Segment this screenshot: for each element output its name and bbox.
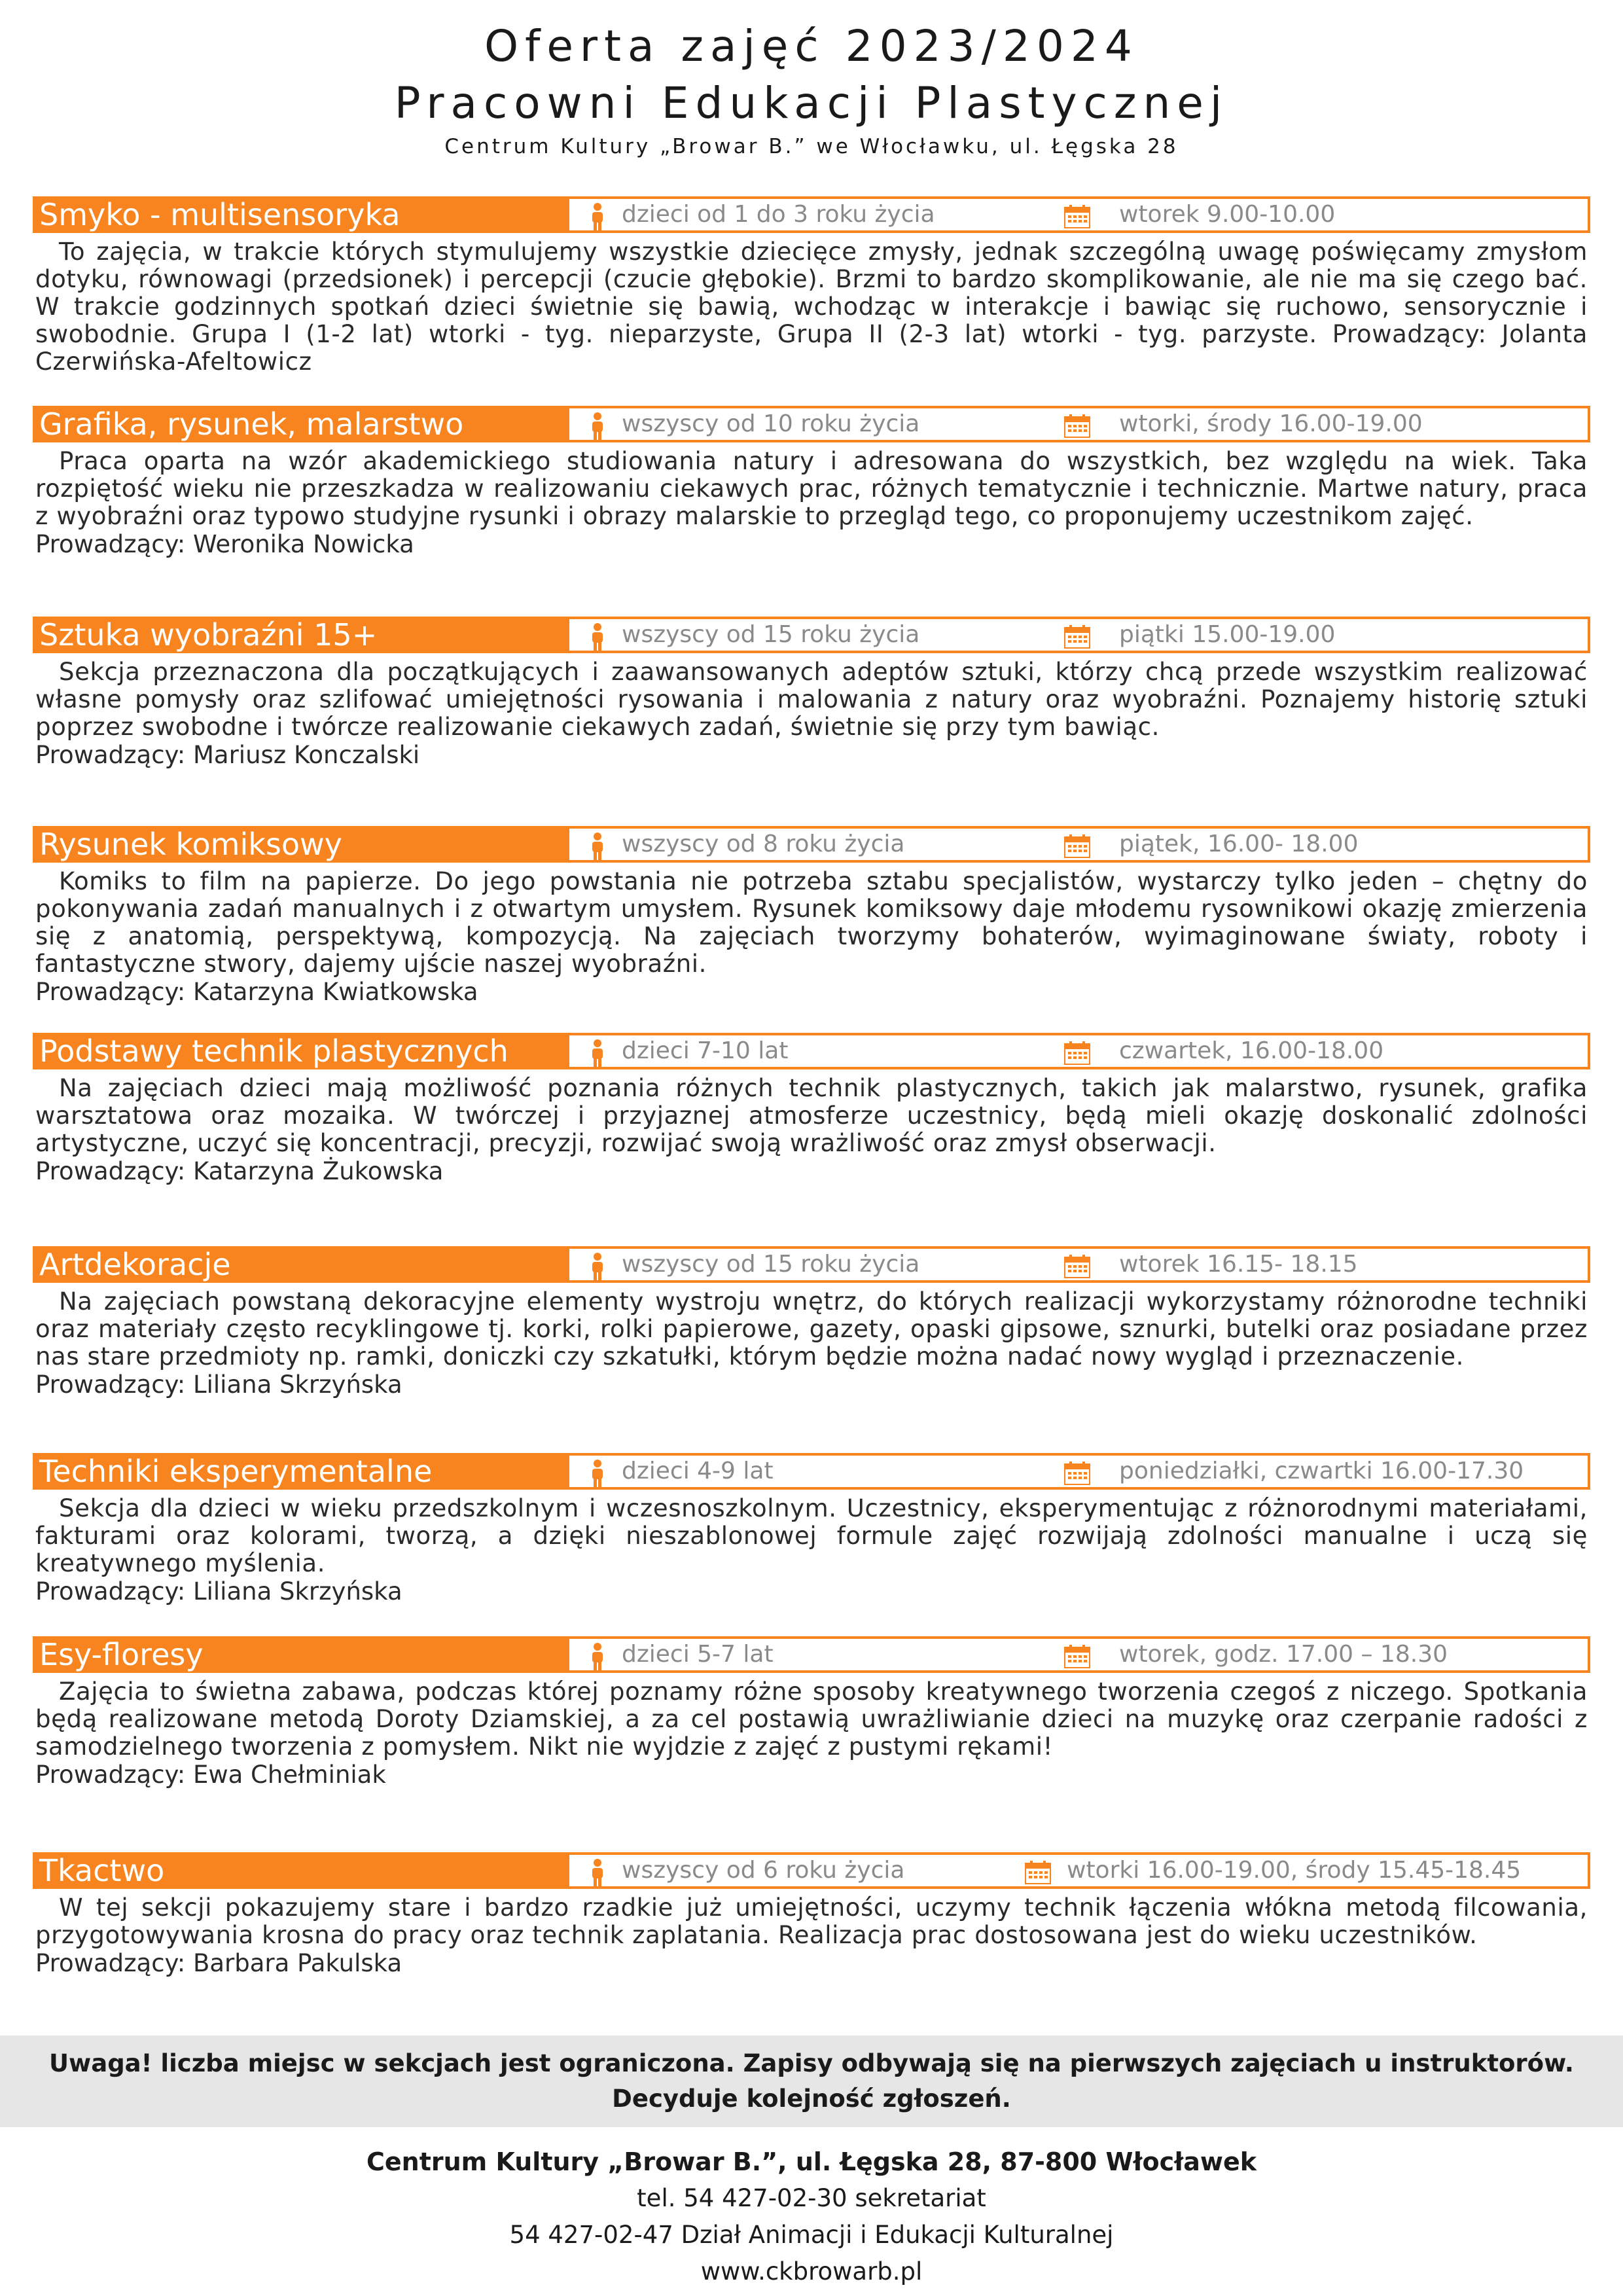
section-lead: Prowadzący: Liliana Skrzyńska xyxy=(35,1371,402,1399)
section-description xyxy=(35,448,1588,530)
section-info-box xyxy=(567,1636,1590,1673)
section-description-text: Sekcja przeznaczona dla początkujących i zaawansowanych adeptów sztuki, którzy chcą przede wszystkim realizować własne pomysły oraz szlifować umiejętności rysowania i malowania z natury oraz wyobraźni. Poznajemy historię sztuki poprzez swobodne i twórcze realizowanie ciekawych zadań, świetnie się przy tym bawiąc. xyxy=(35,658,1588,741)
calendar-icon xyxy=(1064,1041,1090,1065)
section-description xyxy=(35,1894,1588,1949)
calendar-icon xyxy=(1025,1861,1051,1884)
section-description xyxy=(35,1288,1588,1371)
section-age: wszyscy od 15 roku życia xyxy=(622,621,920,648)
section-schedule: wtorek 9.00-10.00 xyxy=(1119,201,1336,228)
section-title: Grafika, rysunek, malarstwo xyxy=(33,406,569,442)
footer-website-link[interactable]: www.ckbrowarb.pl xyxy=(700,2257,923,2286)
footer-phone-department: 54 427-02-47 Dział Animacji i Edukacji Kulturalnej xyxy=(509,2221,1114,2249)
section-rysunek-komiksowy xyxy=(33,826,1590,1007)
section-info-box xyxy=(567,1453,1590,1490)
section-schedule: czwartek, 16.00-18.00 xyxy=(1119,1037,1384,1064)
section-description xyxy=(35,658,1588,741)
section-header-bar xyxy=(33,1852,1590,1889)
section-schedule: poniedziałki, czwartki 16.00-17.30 xyxy=(1119,1458,1524,1484)
section-lead: Prowadzący: Mariusz Konczalski xyxy=(35,741,420,769)
section-info-box xyxy=(567,406,1590,442)
section-description xyxy=(35,1678,1588,1761)
calendar-icon xyxy=(1064,414,1090,438)
section-schedule: wtorki, środy 16.00-19.00 xyxy=(1119,410,1423,437)
section-header-bar xyxy=(33,617,1590,653)
calendar-icon xyxy=(1064,1255,1090,1278)
section-description-text: Komiks to film na papierze. Do jego powstania nie potrzeba sztabu specjalistów, wystarczy tylko jeden – chętny do pokonywania zadań manualnych i z otwartym umysłem. Rysunek komiksowy daje młodemu rysownikowi okazję zmierzenia się z anatomią, perspektywą, kompozycją. Na zajęciach tworzymy bohaterów, wyimaginowane światy, roboty i fantastyczne stwory, dajemy ujście naszej wyobraźni. xyxy=(35,867,1588,978)
section-title: Smyko - multisensoryka xyxy=(33,196,569,233)
footer-organization: Centrum Kultury „Browar B.”, ul. Łęgska 28, 87-800 Włocławek xyxy=(366,2147,1257,2176)
section-podstawy-technik xyxy=(33,1033,1590,1186)
section-header-bar xyxy=(33,1453,1590,1490)
section-smyko xyxy=(33,196,1590,376)
person-icon xyxy=(589,1253,606,1280)
section-description xyxy=(35,238,1588,376)
section-age: wszyscy od 6 roku życia xyxy=(622,1857,905,1884)
calendar-icon xyxy=(1064,205,1090,228)
section-description-text: Na zajęciach powstaną dekoracyjne elementy wystroju wnętrz, do których realizacji wykorzystamy różnorodne techniki oraz materiały często recyklingowe tj. korki, rolki papierowe, gazety, opaski gipsowe, sznurki, butelki oraz posiadane przez nas stare przedmioty np. ramki, doniczki czy szkatułki, którym będzie można nadać nowy wygląd i przeznaczenie. xyxy=(35,1287,1588,1371)
page-subtitle: Centrum Kultury „Browar B.” we Włocławku, ul. Łęgska 28 xyxy=(444,135,1179,158)
section-info-box xyxy=(567,196,1590,233)
person-icon xyxy=(589,412,606,440)
section-info-box xyxy=(567,1033,1590,1069)
person-icon xyxy=(589,833,606,860)
person-icon xyxy=(589,203,606,230)
section-title: Artdekoracje xyxy=(33,1246,569,1283)
section-schedule: piątek, 16.00- 18.00 xyxy=(1119,831,1359,857)
person-icon xyxy=(589,1859,606,1886)
section-lead: Prowadzący: Barbara Pakulska xyxy=(35,1949,402,1977)
page-header xyxy=(0,18,1623,161)
section-schedule: wtorek 16.15- 18.15 xyxy=(1119,1251,1358,1278)
section-description-text: To zajęcia, w trakcie których stymulujemy wszystkie dziecięce zmysły, jednak szczególną uwagę poświęcamy zmysłom dotyku, równowagi (przedsionek) i percepcji (czucie głębokie). Brzmi to bardzo skomplikowanie, ale nie ma się czego bać. W trakcie godzinnych spotkań dzieci świetnie się bawią, wchodząc w interakcje i bawiąc się ruchowo, sensorycznie i swobodnie. Grupa I (1-2 lat) wtorki - tyg. nieparzyste, Grupa II (2-3 lat) wtorki - tyg. parzyste. Prowadzący: Jolanta Czerwińska-Afeltowicz xyxy=(35,238,1588,376)
section-header-bar xyxy=(33,1246,1590,1283)
person-icon xyxy=(589,1039,606,1067)
section-tkactwo xyxy=(33,1852,1590,1978)
section-description-text: Zajęcia to świetna zabawa, podczas której poznamy różne sposoby kreatywnego tworzenia czegoś z niczego. Spotkania będą realizowane metodą Doroty Dziamskiej, a za cel postawią uwrażliwianie dzieci na muzykę oraz czerpanie radości z samodzielnego tworzenia z pomysłem. Nikt nie wyjdzie z zajęć z pustymi rękami! xyxy=(35,1677,1588,1761)
section-artdekoracje xyxy=(33,1246,1590,1399)
notice-banner xyxy=(0,2036,1623,2127)
section-techniki-eksperymentalne xyxy=(33,1453,1590,1606)
section-age: wszyscy od 10 roku życia xyxy=(622,410,920,437)
calendar-icon xyxy=(1064,625,1090,649)
section-info-box xyxy=(567,826,1590,863)
section-title: Sztuka wyobraźni 15+ xyxy=(33,617,569,653)
section-title: Podstawy technik plastycznych xyxy=(33,1033,569,1069)
section-title: Techniki eksperymentalne xyxy=(33,1453,569,1490)
section-info-box xyxy=(567,617,1590,653)
section-header-bar xyxy=(33,826,1590,863)
section-lead: Prowadzący: Liliana Skrzyńska xyxy=(35,1577,402,1605)
section-info-box xyxy=(567,1852,1590,1889)
notice-line2: Decyduje kolejność zgłoszeń. xyxy=(612,2085,1011,2113)
section-sztuka-wyobrazni xyxy=(33,617,1590,770)
section-header-bar xyxy=(33,196,1590,233)
page-title: Oferta zajęć 2023/2024 xyxy=(484,21,1139,71)
section-description-text: Na zajęciach dzieci mają możliwość poznania różnych technik plastycznych, takich jak malarstwo, rysunek, grafika warsztatowa oraz mozaika. W twórczej i przyjaznej atmosferze uczestnicy, będą mieli okazję doskonalić zdolności artystyczne, uczyć się koncentracji, precyzji, rozwijać swoją wrażliwość oraz zmysł obserwacji. xyxy=(35,1074,1588,1157)
section-age: wszyscy od 15 roku życia xyxy=(622,1251,920,1278)
section-description xyxy=(35,1075,1588,1157)
calendar-icon xyxy=(1064,1645,1090,1668)
page-title-line2: Pracowni Edukacji Plastycznej xyxy=(394,78,1229,128)
section-age: dzieci od 1 do 3 roku życia xyxy=(622,201,935,228)
section-title: Rysunek komiksowy xyxy=(33,826,569,863)
section-lead: Prowadzący: Katarzyna Żukowska xyxy=(35,1157,444,1185)
section-age: wszyscy od 8 roku życia xyxy=(622,831,905,857)
section-description xyxy=(35,1495,1588,1577)
section-age: dzieci 4-9 lat xyxy=(622,1458,774,1484)
section-description xyxy=(35,868,1588,978)
section-title: Esy-floresy xyxy=(33,1636,569,1673)
section-schedule: wtorki 16.00-19.00, środy 15.45-18.45 xyxy=(1067,1857,1522,1884)
person-icon xyxy=(589,1460,606,1487)
section-info-box xyxy=(567,1246,1590,1283)
section-age: dzieci 5-7 lat xyxy=(622,1641,774,1668)
section-lead: Prowadzący: Ewa Chełminiak xyxy=(35,1761,386,1789)
section-header-bar xyxy=(33,1636,1590,1673)
section-grafika xyxy=(33,406,1590,559)
section-description-text: W tej sekcji pokazujemy stare i bardzo rzadkie już umiejętności, uczymy technik łączenia włókna metodą filcowania, przygotowywania krosna do pracy oraz technik zaplatania. Realizacja prac dostosowana jest do wieku uczestników. xyxy=(35,1893,1588,1949)
section-schedule: piątki 15.00-19.00 xyxy=(1119,621,1336,648)
section-lead: Prowadzący: Katarzyna Kwiatkowska xyxy=(35,978,478,1006)
section-age: dzieci 7-10 lat xyxy=(622,1037,789,1064)
footer-phone-secretariat: tel. 54 427-02-30 sekretariat xyxy=(637,2184,986,2212)
section-description-text: Sekcja dla dzieci w wieku przedszkolnym i wczesnoszkolnym. Uczestnicy, eksperymentując z różnorodnymi materiałami, fakturami oraz kolorami, tworzą, a dzięki nieszablonowej formule zajęć rozwijają zdolności manualne i uczą się kreatywnego myślenia. xyxy=(35,1494,1588,1577)
section-header-bar xyxy=(33,1033,1590,1069)
section-description-text: Praca oparta na wzór akademickiego studiowania natury i adresowana do wszystkich, bez względu na wiek. Taka rozpiętość wieku nie przeszkadza w realizowaniu ciekawych prac, różnych tematycznie i technicznie. Martwe natury, praca z wyobraźni oraz typowo studyjne rysunki i obrazy malarskie to przegląd tego, co proponujemy uczestnikom zajęć. xyxy=(35,447,1588,530)
section-lead: Prowadzący: Weronika Nowicka xyxy=(35,530,414,558)
calendar-icon xyxy=(1064,1462,1090,1485)
person-icon xyxy=(589,1643,606,1670)
section-esy-floresy xyxy=(33,1636,1590,1789)
section-header-bar xyxy=(33,406,1590,442)
section-title: Tkactwo xyxy=(33,1852,569,1889)
footer xyxy=(0,2144,1623,2290)
notice-line1: Uwaga! liczba miejsc w sekcjach jest ograniczona. Zapisy odbywają się na pierwszych zajęciach u instruktorów. xyxy=(49,2049,1574,2077)
calendar-icon xyxy=(1064,834,1090,858)
section-schedule: wtorek, godz. 17.00 – 18.30 xyxy=(1119,1641,1448,1668)
person-icon xyxy=(589,623,606,651)
